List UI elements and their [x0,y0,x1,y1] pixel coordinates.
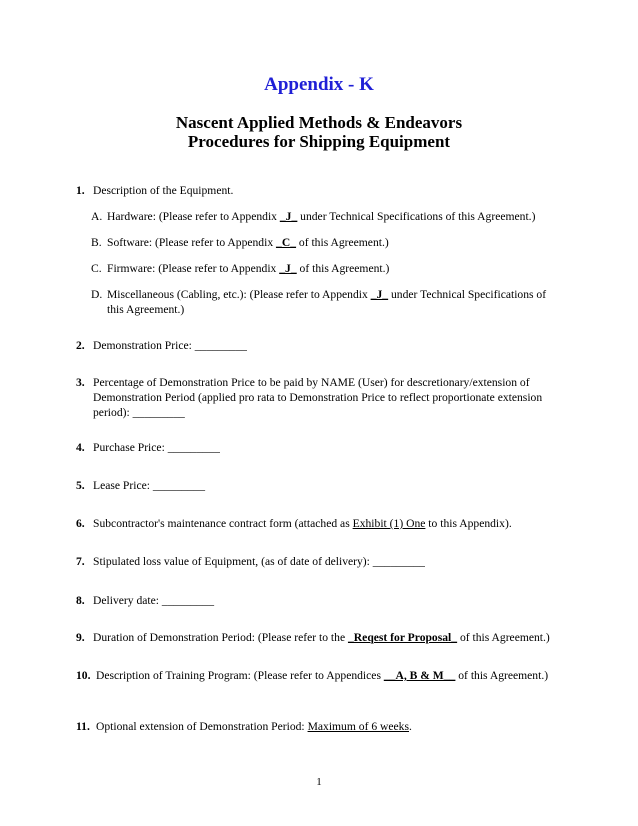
appendix-reference: _J_ [279,262,297,275]
item-9 [76,630,576,645]
item-text: Percentage of Demonstration Price to be paid by NAME (User) for descretionary/extension of Demonstration Period (applied pro rata to Demonstration Price to reflect proportionate extension period): [93,376,543,419]
item-text: Lease Price: [93,479,153,492]
item-number: 4. [76,441,85,454]
item-text: Demonstration Price: [93,339,195,352]
sub-item-letter: A. [91,210,103,223]
fill-in-blank: _________ [372,555,425,568]
item-text: Delivery date: [93,594,162,607]
fill-in-blank: _________ [132,406,185,419]
sub-item-text: of this Agreement.) [296,262,390,275]
fill-in-blank: _________ [194,339,247,352]
item-text: Purchase Price: [93,441,168,454]
document-title-line2: Procedures for Shipping Equipment [187,132,451,151]
sub-item-text: Hardware: (Please refer to Appendix [107,210,280,223]
item-number: 3. [76,376,85,389]
sub-item-letter: D. [91,288,103,301]
item-2 [76,338,576,353]
item-text: Description of Training Program: (Please refer to Appendices [96,669,384,682]
item-text: Duration of Demonstration Period: (Please refer to the [93,631,348,644]
item-text: Optional extension of Demonstration Period: [96,720,308,733]
item-number: 6. [76,517,85,530]
appendix-title: Appendix - K [264,74,374,95]
item-11 [76,719,576,734]
item-number: 11. [76,720,90,733]
rfp-reference: _Reqest for Proposal_ [348,631,458,644]
sub-item-text: Miscellaneous (Cabling, etc.): (Please refer to Appendix [107,288,371,301]
sub-item-text: under Technical Specifications of this Agreement.) [297,210,536,223]
sub-item-letter: B. [91,236,102,249]
item-number: 2. [76,339,85,352]
item-1-c [91,261,561,276]
item-number: 7. [76,555,85,568]
item-10 [76,668,576,683]
item-text: Subcontractor's maintenance contract form (attached as [93,517,353,530]
item-1-a [91,209,561,224]
fill-in-blank: _________ [167,441,220,454]
sub-item-text: Firmware: (Please refer to Appendix [107,262,280,275]
item-7 [76,554,576,569]
page-number: 1 [316,776,322,788]
appendix-reference: __A, B & M__ [383,669,456,682]
exhibit-link[interactable]: Exhibit (1) One [352,517,426,530]
sub-item-text: Software: (Please refer to Appendix [107,236,277,249]
item-number: 1. [76,184,85,197]
item-1-b [91,235,561,250]
item-1-d [91,287,561,317]
item-text: Stipulated loss value of Equipment, (as of date of delivery): [93,555,373,568]
item-4 [76,440,576,455]
item-number: 5. [76,479,85,492]
sub-item-letter: C. [91,262,102,275]
appendix-reference: _J_ [370,288,389,301]
item-text: . [409,720,412,733]
item-number: 9. [76,631,85,644]
item-5 [76,478,576,493]
duration-link[interactable]: Maximum of 6 weeks [307,720,409,733]
document-title-line1: Nascent Applied Methods & Endeavors [175,113,463,132]
fill-in-blank: _________ [161,594,215,607]
sub-item-text: under Technical Specifications of this Agreement.) [107,288,547,316]
item-text: of this Agreement.) [457,631,550,644]
item-1 [76,183,576,198]
item-8 [76,593,576,608]
sub-item-text: of this Agreement.) [296,236,389,249]
item-6 [76,516,576,531]
item-text: of this Agreement.) [455,669,549,682]
item-3 [76,375,576,420]
fill-in-blank: _________ [152,479,206,492]
appendix-reference: _C_ [276,236,296,249]
item-number: 10. [76,669,91,682]
item-text: Description of the Equipment. [93,184,234,197]
item-text: to this Appendix). [425,517,512,530]
appendix-reference: _J_ [279,210,298,223]
item-number: 8. [76,594,85,607]
